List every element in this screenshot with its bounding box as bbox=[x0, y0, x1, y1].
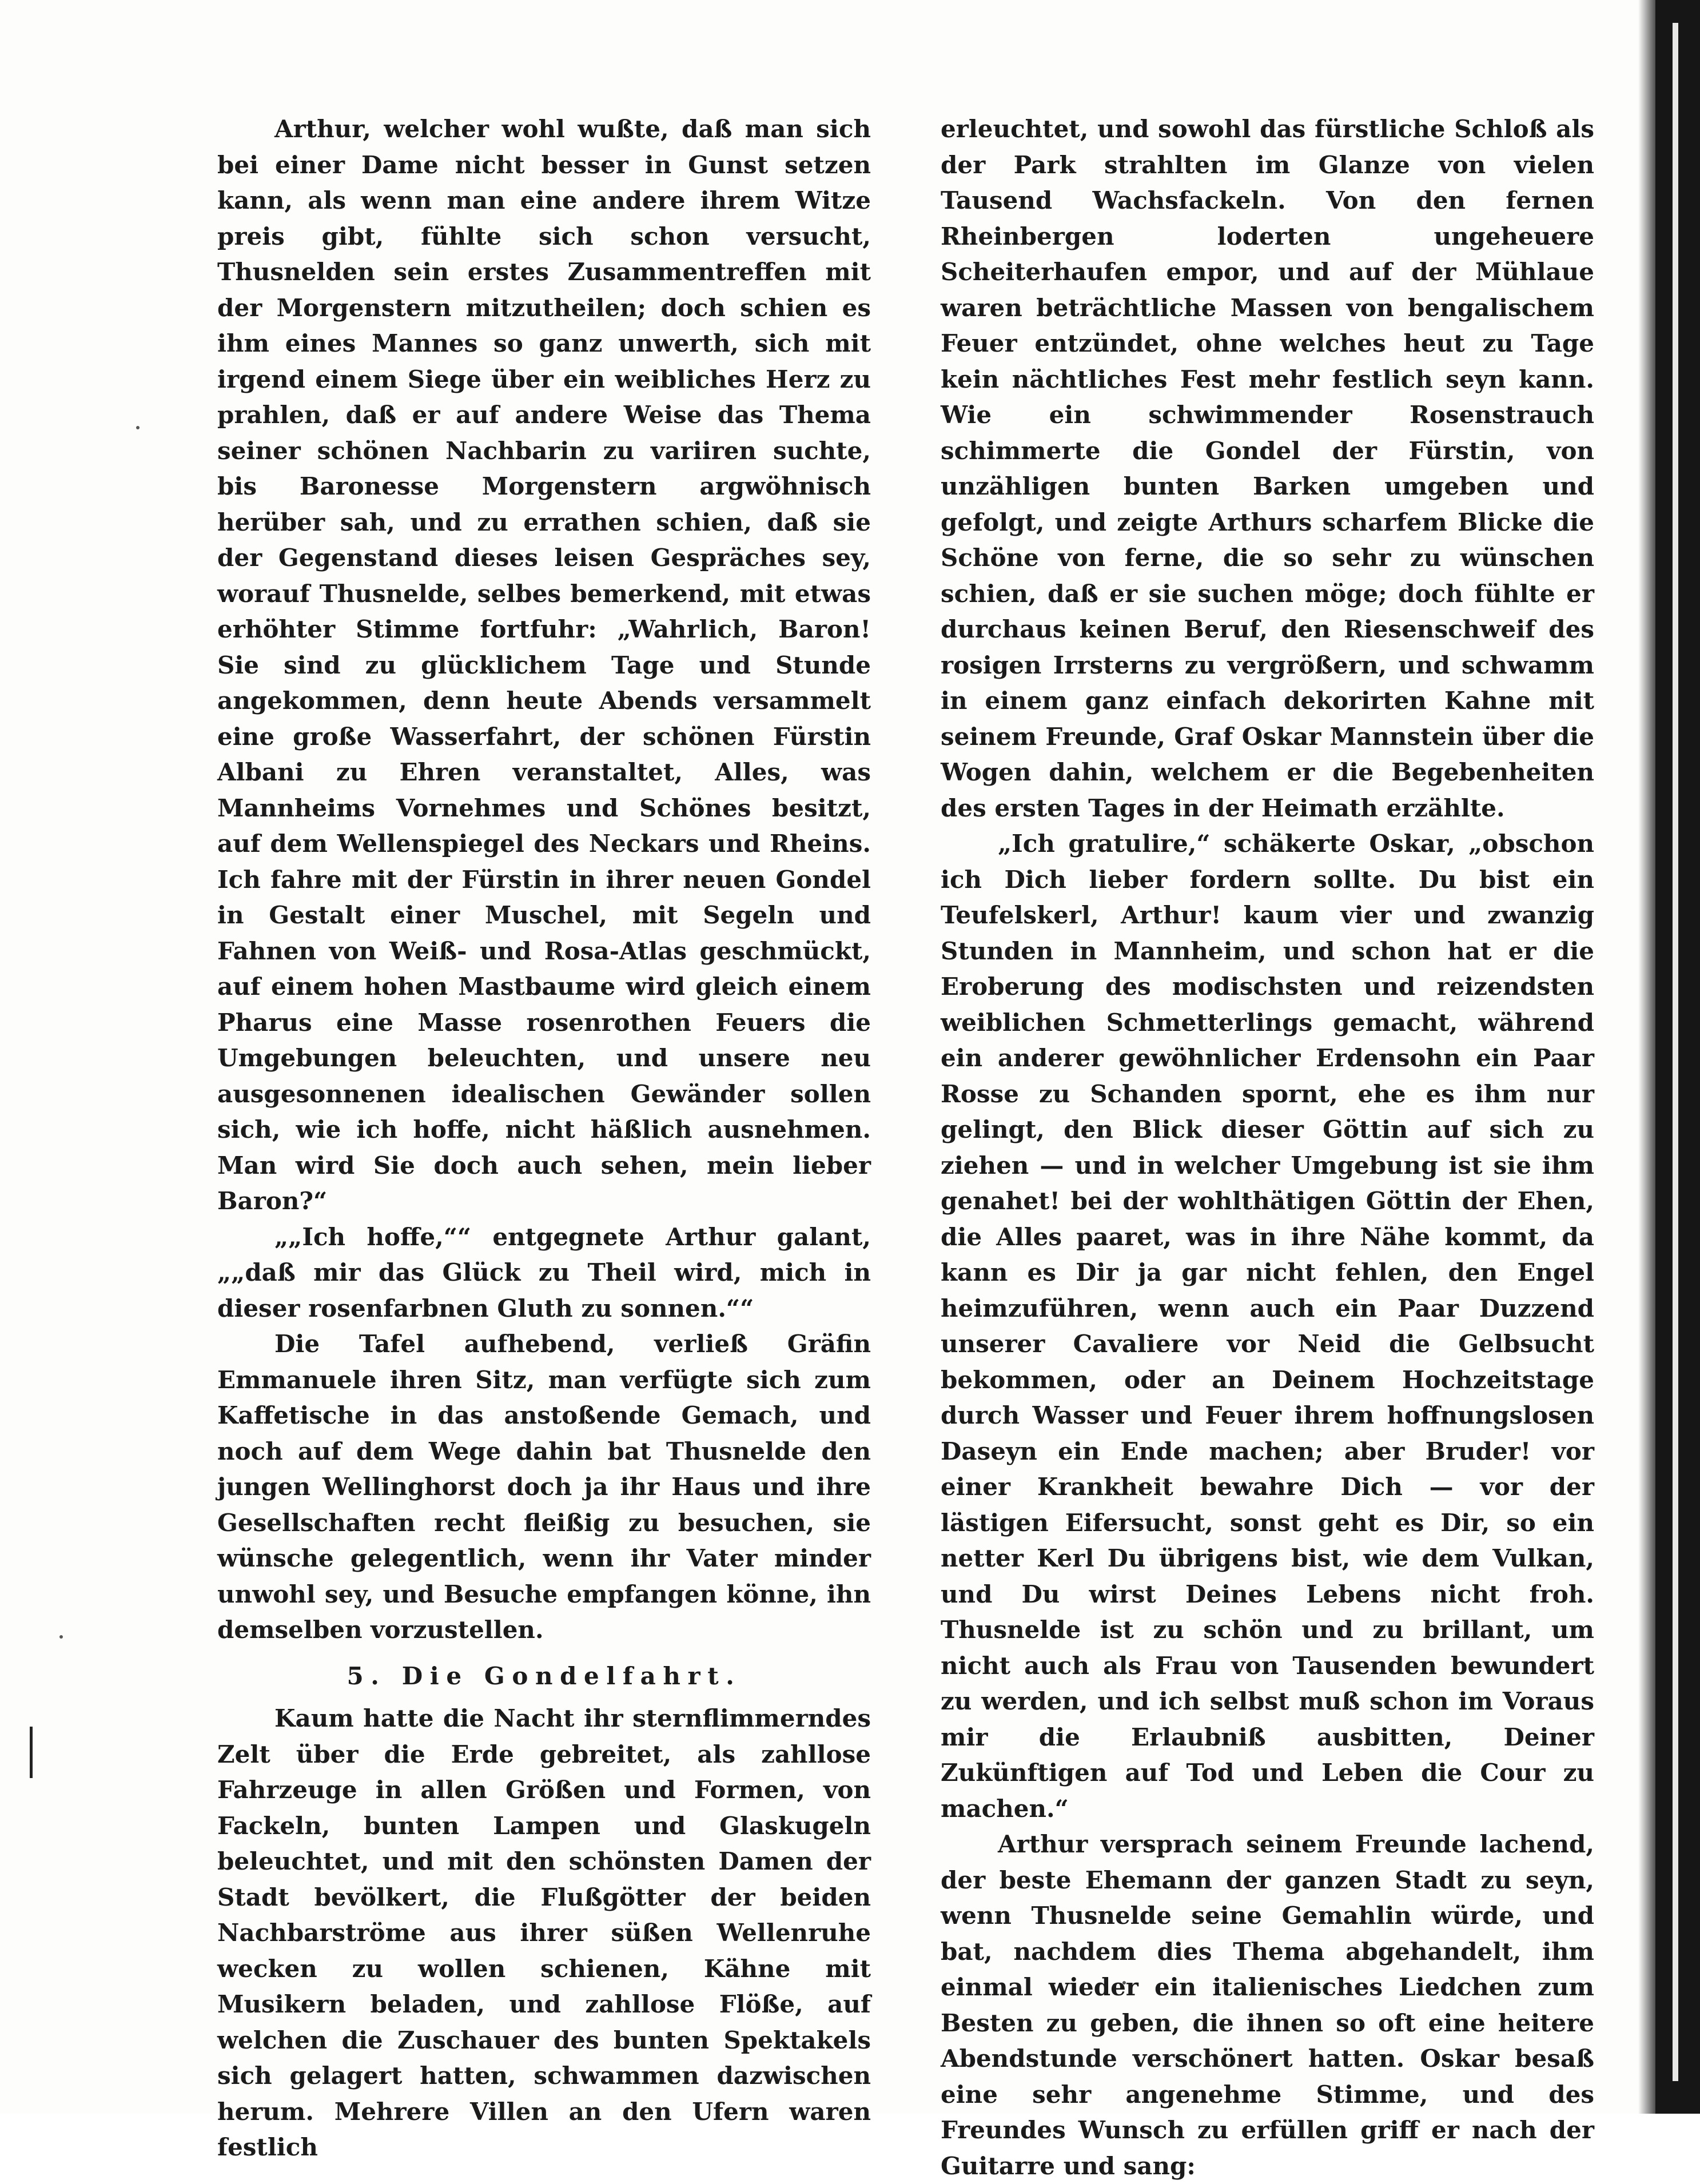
paragraph: „„Ich hoffe,““ entgegnete Arthur galant, „„daß mir das Glück zu Theil wird, mich in dieser rosenfarbnen Gluth zu sonnen.““ bbox=[217, 1222, 871, 1322]
chapter-heading: 5. Die Gondelfahrt. bbox=[347, 1661, 742, 1690]
margin-mark bbox=[30, 1727, 33, 1778]
left-column bbox=[217, 111, 871, 2166]
paragraph: Arthur versprach seinem Freunde lachend, der beste Ehemann der ganzen Stadt zu seyn, wenn Thusnelde seine Gemahlin würde, und bat, nachdem dies Thema abgehandelt, ihm einmal wieder ein italienisches Liedchen zum Besten zu geben, die ihnen so oft eine heitere Abendstunde verschönert hatten. Oskar besaß eine sehr angenehme Stimme, und des Freundes Wunsch zu erfüllen griff er nach der Guitarre und sang: bbox=[941, 1830, 1594, 2180]
paragraph: Kaum hatte die Nacht ihr sternflimmerndes Zelt über die Erde gebreitet, als zahllose Fahrzeuge in allen Größen und Formen, von Fackeln, bunten Lampen und Glaskugeln beleuchtet, und mit den schönsten Damen der Stadt bevölkert, die Flußgötter der beiden Nachbarströme aus ihrer süßen Wellenruhe wecken zu wollen schienen, Kähne mit Musikern beladen, und zahllose Flöße, auf welchen die Zuschauer des bunten Spektakels sich gelagert hatten, schwammen dazwischen herum. Mehrere Villen an den Ufern waren festlich bbox=[217, 1704, 871, 2161]
binding-shadow bbox=[1638, 0, 1655, 2114]
paragraph: „Ich gratulire,“ schäkerte Oskar, „obschon ich Dich lieber fordern sollte. Du bist ein Teufelskerl, Arthur! kaum vier und zwanzig Stunden in Mannheim, und schon hat er die Eroberung des modischsten und reizendsten weiblichen Schmetterlings gemacht, während ein anderer gewöhnlicher Erdensohn ein Paar Rosse zu Schanden spornt, ehe es ihm nur gelingt, den Blick dieser Göttin auf sich zu ziehen — und in welcher Umgebung ist sie ihm genahet! bei der wohlthätigen Göttin der Ehen, die Alles paaret, was in ihre Nähe kommt, da kann es Dir ja gar nicht fehlen, den Engel heimzuführen, wenn auch ein Paar Duzzend unserer Cavaliere vor Neid die Gelbsucht bekommen, oder an Deinem Hochzeitstage durch Wasser und Feuer ihrem hoffnungslosen Daseyn ein Ende machen; aber Bruder! vor einer Krankheit bewahre Dich — vor der lästigen Eifersucht, sonst geht es Dir, so ein netter Kerl Du übrigens bist, wie dem Vulkan, und Du wirst Deines Lebens nicht froh. Thusnelde ist zu schön und zu brillant, um nicht auch als Frau von Tausenden bewundert zu werden, und ich selbst muß schon im Voraus mir die Erlaubniß ausbitten, Deiner Zukünftigen auf Tod und Leben die Cour zu machen.“ bbox=[941, 830, 1594, 1823]
paragraph: erleuchtet, und sowohl das fürstliche Schloß als der Park strahlten im Glanze von vielen Tausend Wachsfackeln. Von den fernen Rheinbergen loderten ungeheuere Scheiterhaufen empor, und auf der Mühlaue waren beträchtliche Massen von bengalischem Feuer entzündet, ohne welches heut zu Tage kein nächtliches Fest mehr festlich seyn kann. Wie ein schwimmender Rosenstrauch schimmerte die Gondel der Fürstin, von unzähligen bunten Barken umgeben und gefolgt, und zeigte Arthurs scharfem Blicke die Schöne von ferne, die so sehr zu wünschen schien, daß er sie suchen möge; doch fühlte er durchaus keinen Beruf, den Riesenschweif des rosigen Irrsterns zu vergrößern, und schwamm in einem ganz einfach dekorirten Kahne mit seinem Freunde, Graf Oskar Mannstein über die Wogen dahin, welchem er die Begebenheiten des ersten Tages in der Heimath erzählte. bbox=[941, 115, 1594, 822]
paragraph: Die Tafel aufhebend, verließ Gräfin Emmanuele ihren Sitz, man verfügte sich zum Kaffetische in das anstoßende Gemach, und noch auf dem Wege dahin bat Thusnelde den jungen Wellinghorst doch ja ihr Haus und ihre Gesellschaften recht fleißig zu besuchen, sie wünsche gelegentlich, wenn ihr Vater minder unwohl sey, und Besuche empfangen könne, ihn demselben vorzustellen. bbox=[217, 1330, 871, 1644]
speck bbox=[136, 426, 140, 429]
right-column bbox=[941, 111, 1594, 2184]
paragraph: Arthur, welcher wohl wußte, daß man sich bei einer Dame nicht besser in Gunst setzen kann, als wenn man eine andere ihrem Witze preis gibt, fühlte sich schon versucht, Thusnelden sein erstes Zusammentreffen mit der Morgenstern mitzutheilen; doch schien es ihm eines Mannes so ganz unwerth, sich mit irgend einem Siege über ein weibliches Herz zu prahlen, daß er auf andere Weise das Thema seiner schönen Nachbarin zu variiren suchte, bis Baronesse Morgenstern argwöhnisch herüber sah, und zu errathen schien, daß sie der Gegenstand dieses leisen Gespräches sey, worauf Thusnelde, selbes bemerkend, mit etwas erhöhter Stimme fortfuhr: „Wahrlich, Baron! Sie sind zu glücklichem Tage und Stunde angekommen, denn heute Abends versammelt eine große Wasserfahrt, der schönen Fürstin Albani zu Ehren veranstaltet, Alles, was Mannheims Vornehmes und Schönes besitzt, auf dem Wellenspiegel des Neckars und Rheins. Ich fahre mit der Fürstin in ihrer neuen Gondel in Gestalt einer Muschel, mit Segeln und Fahnen von Weiß- und Rosa-Atlas geschmückt, auf einem hohen Mastbaume wird gleich einem Pharus eine Masse rosenrothen Feuers die Umgebungen beleuchten, und unsere neu ausgesonnenen idealischen Gewänder sollen sich, wie ich hoffe, nicht häßlich ausnehmen. Man wird Sie doch auch sehen, mein lieber Baron?“ bbox=[217, 115, 871, 1215]
next-page-edge bbox=[1673, 23, 1678, 2081]
speck bbox=[59, 1635, 63, 1639]
